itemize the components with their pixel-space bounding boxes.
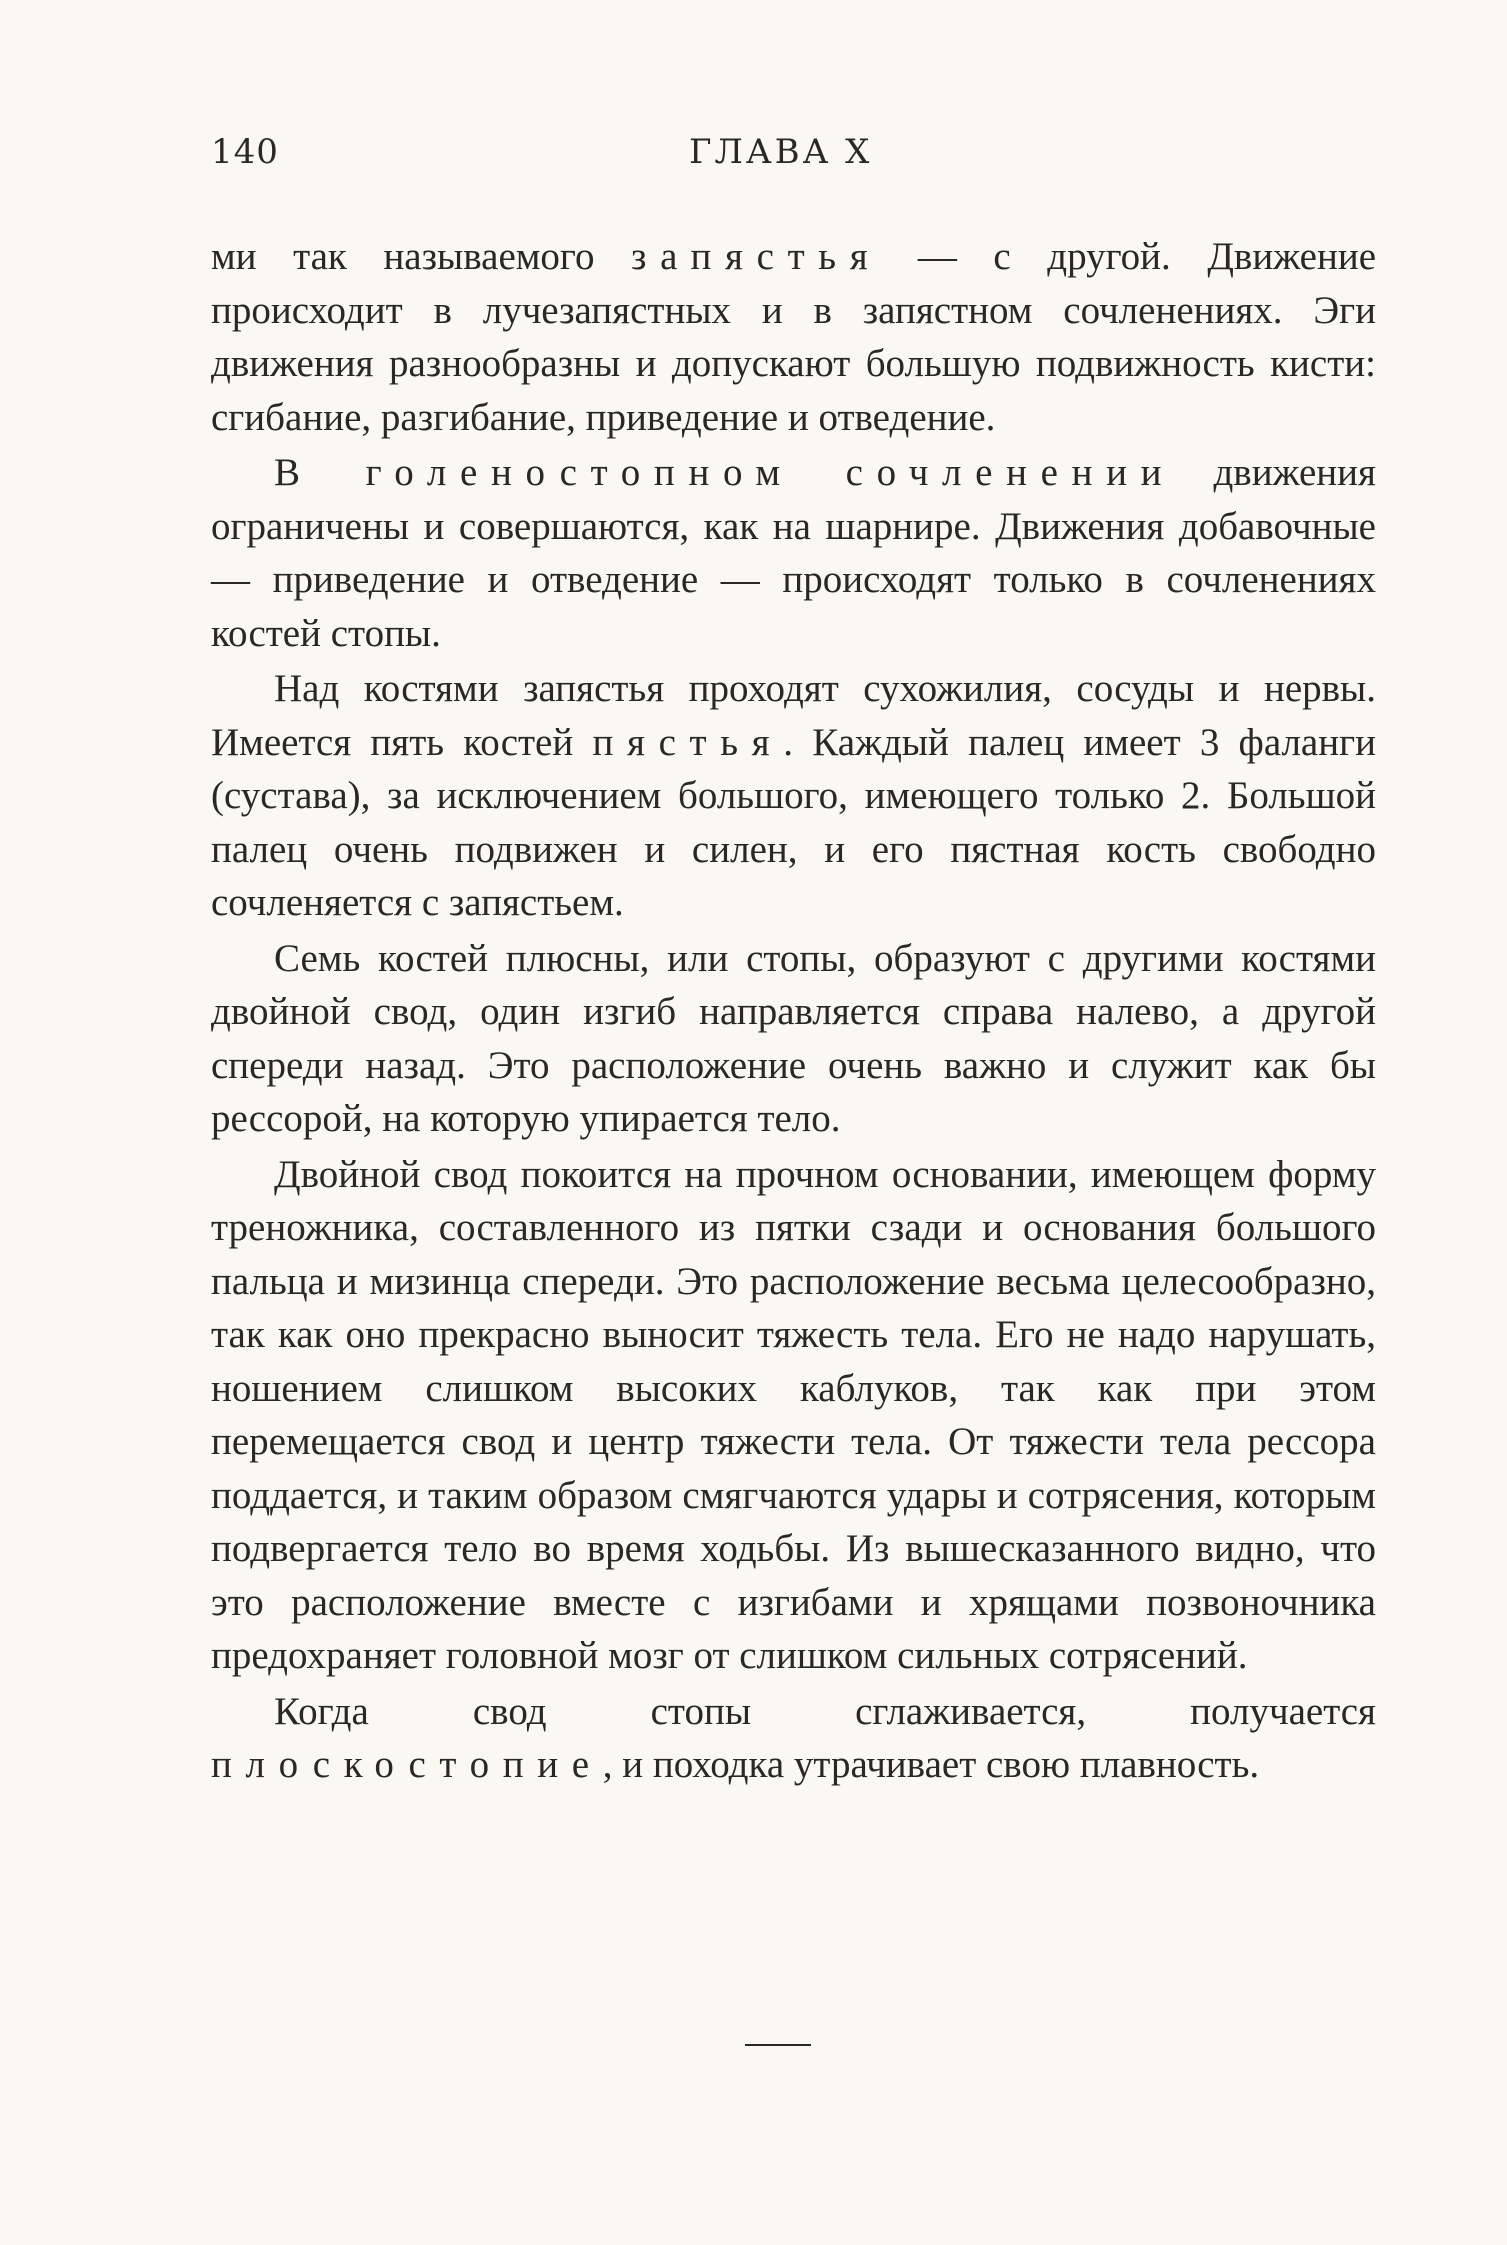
- text-segment: ми так называемого: [211, 235, 632, 278]
- paragraph-5: [211, 1148, 1376, 1683]
- spaced-term: пястья: [592, 720, 784, 764]
- text-segment: Когда свод стопы сглаживается, получается: [274, 1689, 1376, 1733]
- page-number: 140: [211, 132, 279, 172]
- page-body: [211, 230, 1376, 1794]
- paragraph-6: [211, 1685, 1376, 1792]
- text-segment: движения ограничены и совершаются, как на шарнире. Движения добавочные — приведение и отведение — происходят только в сочленениях костей стопы.: [211, 451, 1376, 655]
- paragraph-3: [211, 662, 1376, 930]
- text-segment: Семь костей плюсны, или стопы, образуют с другими костями двойной свод, один изгиб направляется справа налево, а другой спереди назад. Это расположение очень важно и служит как бы рессорой, на которую упирается тело.: [211, 936, 1376, 1140]
- paragraph-4: [211, 932, 1376, 1146]
- spaced-term: плоскостопие: [211, 1743, 603, 1786]
- text-segment: Над костями запястья проходят сухожилия, сосуды и нервы. Имеется пять костей: [211, 667, 1376, 764]
- paragraph-2: [211, 446, 1376, 660]
- page-header: [211, 132, 1376, 182]
- paragraph-1: [211, 230, 1376, 444]
- text-segment: Двойной свод покоится на прочном основании, имеющем форму треножника, составленного из пятки сзади и основания большого пальца и мизинца спереди. Это расположение весьма целесообразно, так как оно прекрасно выносит тяжесть тела. Его не надо нарушать, ношением слишком высоких каблуков, так как при этом перемещается свод и центр тяжести тела. От тяжести тела рессора поддается, и таким образом смягчаются удары и сотрясения, которым подвергается тело во время ходьбы. Из вышесказанного видно, что это расположение вместе с изгибами и хрящами позвоночника предохраняет головной мозг от слишком сильных сотрясений.: [211, 1152, 1376, 1677]
- section-end-rule: [745, 2044, 811, 2046]
- spaced-term: запястья: [631, 235, 882, 278]
- text-segment: , и походка утрачивает свою плавность.: [602, 1743, 1260, 1786]
- text-segment: . Каждый палец имеет 3 фаланги (сустава), за исключением большого, имеющего только 2. Большой палец очень подвижен и силен, и его пястная кость свободно сочленяется с запястьем.: [211, 720, 1376, 924]
- spaced-term: В голеностопном сочленении: [274, 451, 1176, 494]
- text-segment: — с другой. Движение происходит в лучезапястных и в запястном сочленениях. Эги движения разнообразны и допускают большую подвижность кисти: сгибание, разгибание, приведение и отведение.: [211, 235, 1377, 439]
- chapter-title: ГЛАВА X: [689, 132, 873, 172]
